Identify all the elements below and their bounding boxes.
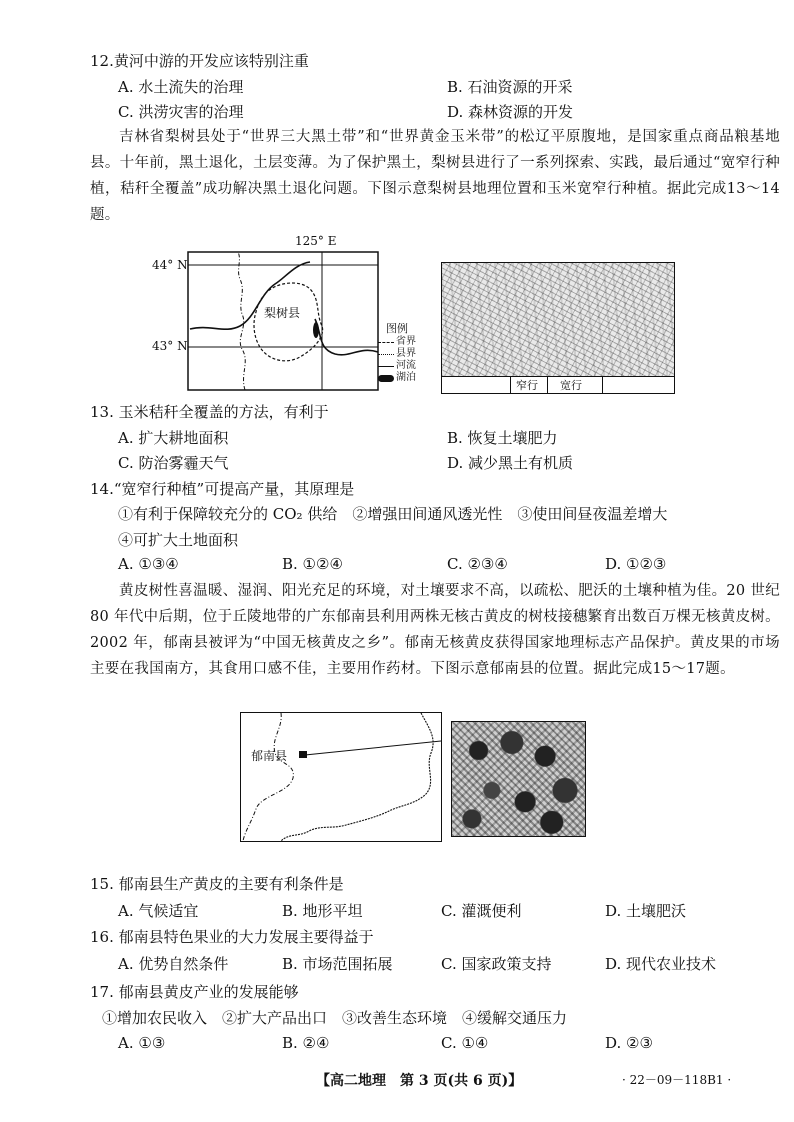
passage-lishu: 吉林省梨树县处于“世界三大黑土带”和“世界黄金玉米带”的松辽平原腹地，是国家重点商品粮基地县。十年前，黑土退化，土层变薄。为了保护黑土，梨树县进行了一系列探索、实践，最后通过“宽窄行种植，秸秆全覆盖”成功解决黑土退化问题。下图示意梨树县地理位置和玉米宽窄行种植。据此完成13～14题。 xyxy=(90,129,780,223)
legend-symbol-county xyxy=(378,354,394,355)
caption-tick-2 xyxy=(547,377,548,393)
q15-option-d: D. 土壤肥沃 xyxy=(605,902,687,920)
yunan-location-map xyxy=(240,712,442,842)
wampee-fruit-photo xyxy=(451,721,586,837)
q13-option-b: B. 恢复土壤肥力 xyxy=(447,429,558,447)
map-legend xyxy=(378,336,430,384)
q15-option-a: A. 气候适宜 xyxy=(118,902,199,920)
lishu-county-label: 梨树县 xyxy=(264,306,301,320)
guangdong-outline xyxy=(241,713,441,841)
photo-caption-bar xyxy=(442,376,674,393)
q16-title: 16. 郁南县特色果业的大力发展主要得益于 xyxy=(90,928,374,946)
q17-option-a: A. ①③ xyxy=(118,1034,166,1052)
q17-option-d: D. ②③ xyxy=(605,1034,653,1052)
q12-option-b: B. 石油资源的开采 xyxy=(447,78,573,96)
latitude-label-top: 44° N xyxy=(152,258,188,272)
q14-statement-line2: ④可扩大土地面积 xyxy=(118,531,239,549)
legend-label-county: 县界 xyxy=(396,348,416,359)
legend-item-river xyxy=(378,360,430,372)
legend-item-province-border xyxy=(378,336,430,348)
q17-title: 17. 郁南县黄皮产业的发展能够 xyxy=(90,983,299,1001)
q14-option-b: B. ①②④ xyxy=(282,555,343,573)
q13-option-c: C. 防治雾霾天气 xyxy=(118,454,229,472)
q14-option-c: C. ②③④ xyxy=(447,555,508,573)
latitude-label-bottom: 43° N xyxy=(152,339,188,353)
legend-label-river: 河流 xyxy=(396,360,416,371)
passage-yunan: 黄皮树性喜温暖、湿润、阳光充足的环境，对土壤要求不高，以疏松、肥沃的土壤种植为佳。20 世纪 80 年代中后期，位于丘陵地带的广东郁南县利用两株无核古黄皮的树枝接穗繁育出数百万棵无核黄皮树。2002 年，郁南县被评为“中国无核黄皮之乡”。郁南无核黄皮获得国家地理标志产品保护。黄皮果的市场主要在我国南方，其食用口感不佳，主要用作药材。下图示意郁南县的位置。据此完成15～17题。 xyxy=(90,583,780,677)
legend-item-county-border xyxy=(378,348,430,360)
legend-symbol-lake xyxy=(378,375,394,382)
q13-title: 13. 玉米秸秆全覆盖的方法，有利于 xyxy=(90,403,329,421)
q14-option-a: A. ①③④ xyxy=(118,555,179,573)
q17-statements: ①增加农民收入 ②扩大产品出口 ③改善生态环境 ④缓解交通压力 xyxy=(102,1009,568,1027)
q12-option-a: A. 水土流失的治理 xyxy=(118,78,244,96)
q16-option-b: B. 市场范围拓展 xyxy=(282,955,393,973)
wampee-fruit-texture xyxy=(452,722,585,836)
label-wide-row: 宽行 xyxy=(560,379,582,392)
legend-item-lake xyxy=(378,372,430,384)
corn-field-texture xyxy=(442,263,674,393)
legend-label-province: 省界 xyxy=(396,336,416,347)
q16-option-c: C. 国家政策支持 xyxy=(441,955,552,973)
exam-code: · 22－09－118B1 · xyxy=(622,1073,732,1087)
legend-symbol-province xyxy=(378,342,394,343)
label-narrow-row: 窄行 xyxy=(516,379,538,392)
lishu-location-map xyxy=(150,234,430,394)
q14-statement-line1: ①有利于保障较充分的 CO₂ 供给 ②增强田间通风透光性 ③使田间昼夜温差增大 xyxy=(118,505,668,523)
q16-option-d: D. 现代农业技术 xyxy=(605,955,717,973)
q13-option-d: D. 减少黑土有机质 xyxy=(447,454,574,472)
q15-option-b: B. 地形平坦 xyxy=(282,902,363,920)
q15-title: 15. 郁南县生产黄皮的主要有利条件是 xyxy=(90,875,344,893)
q13-option-a: A. 扩大耕地面积 xyxy=(118,429,229,447)
q12-title: 12.黄河中游的开发应该特别注重 xyxy=(90,52,309,70)
wide-narrow-planting-photo xyxy=(441,262,675,394)
q17-option-b: B. ②④ xyxy=(282,1034,330,1052)
q16-option-a: A. 优势自然条件 xyxy=(118,955,229,973)
q17-option-c: C. ①④ xyxy=(441,1034,489,1052)
q14-title: 14.“宽窄行种植”可提高产量，其原理是 xyxy=(90,480,355,498)
longitude-label: 125° E xyxy=(295,234,337,248)
caption-tick-3 xyxy=(602,377,603,393)
legend-label-lake: 湖泊 xyxy=(396,372,416,383)
q15-option-c: C. 灌溉便利 xyxy=(441,902,522,920)
caption-tick-1 xyxy=(510,377,511,393)
map-legend-title: 图例 xyxy=(386,322,408,335)
legend-symbol-river xyxy=(378,366,394,367)
page-footer: 【高二地理 第 3 页(共 6 页)】 xyxy=(316,1073,523,1089)
q12-option-c: C. 洪涝灾害的治理 xyxy=(118,103,244,121)
q12-option-d: D. 森林资源的开发 xyxy=(447,103,574,121)
yunan-county-label: 郁南县 xyxy=(251,749,288,763)
q14-option-d: D. ①②③ xyxy=(605,555,667,573)
